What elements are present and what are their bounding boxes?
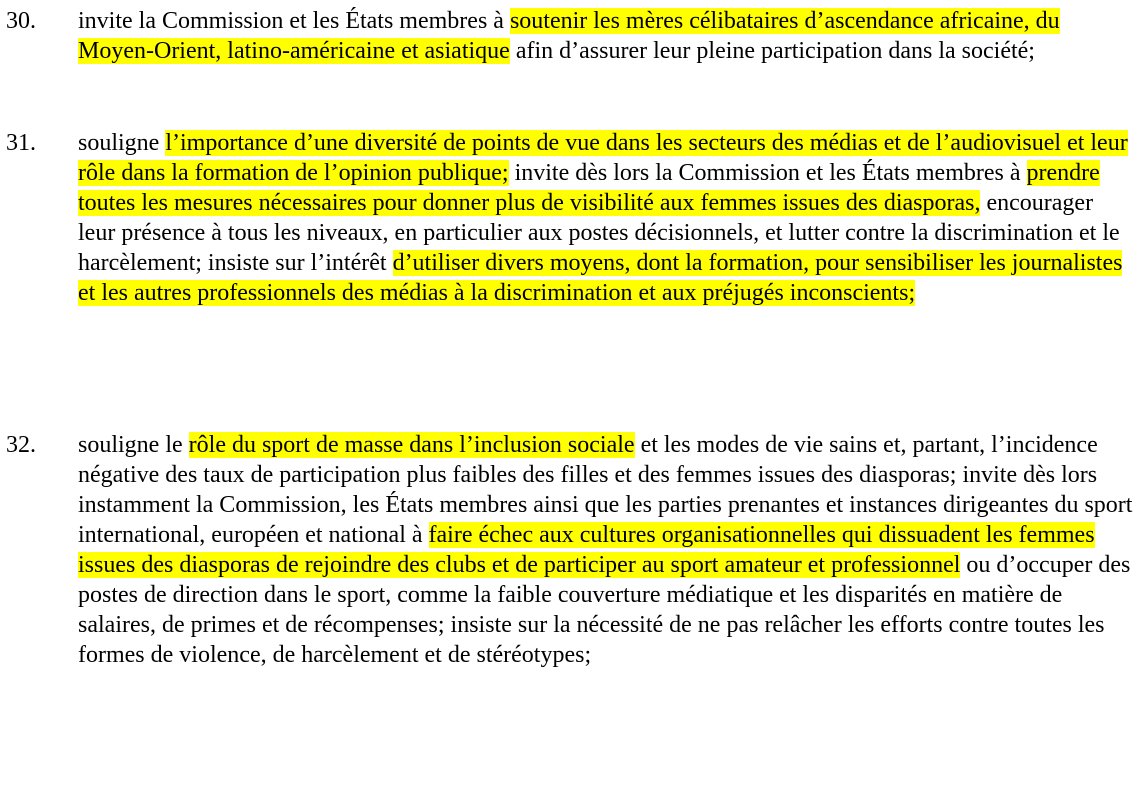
- highlighted-text: prendre toutes les mesures nécessaires pour donner plus de visibilité aux femmes issues des diasporas,: [78, 160, 1100, 216]
- highlighted-text: faire échec aux cultures organisationnelles qui dissuadent les femmes issues des diasporas de rejoindre des clubs et de participer au sport amateur et professionnel: [78, 522, 1095, 578]
- paragraph-number: 30.: [6, 8, 36, 34]
- paragraph-number: 32.: [6, 432, 36, 458]
- text-segment: afin d’assurer leur pleine participation dans la société;: [509, 38, 1035, 64]
- text-segment: souligne le: [78, 432, 189, 458]
- highlighted-text: soutenir les mères célibataires d’ascendance africaine, du Moyen-Orient, latino-américaine et asiatique: [78, 8, 1060, 64]
- text-segment: invite la Commission et les États membres à: [78, 8, 510, 34]
- paragraph-text: [78, 6, 1133, 66]
- text-segment: invite dès lors la Commission et les États membres à: [508, 160, 1027, 186]
- text-segment: et les modes de vie sains et, partant, l’incidence négative des taux de participation plus faibles des filles et des femmes issues des diasporas; invite dès lors instamment la Commission, les États membres ainsi que les parties prenantes et instances dirigeantes du sport international, européen et national à: [78, 432, 1133, 548]
- text-segment: ou d’occuper des postes de direction dans le sport, comme la faible couverture médiatique et les disparités en matière de salaires, de primes et de récompenses; insiste sur la nécessité de ne pas relâcher les efforts contre toutes les formes de violence, de harcèlement et de stéréotypes;: [78, 552, 1131, 668]
- paragraph-text: [78, 128, 1133, 308]
- text-segment: encourager leur présence à tous les niveaux, en particulier aux postes décisionnels, et lutter contre la discrimination et le harcèlement; insiste sur l’intérêt: [78, 190, 1120, 276]
- highlighted-text: l’importance d’une diversité de points de vue dans les secteurs des médias et de l’audiovisuel et leur rôle dans la formation de l’opinion publique;: [78, 130, 1128, 186]
- text-segment: souligne: [78, 130, 166, 156]
- highlighted-text: rôle du sport de masse dans l’inclusion sociale: [188, 432, 635, 458]
- paragraph-text: [78, 430, 1133, 670]
- highlighted-text: d’utiliser divers moyens, dont la formation, pour sensibiliser les journalistes et les autres professionnels des médias à la discrimination et aux préjugés inconscients;: [78, 250, 1123, 306]
- paragraph-number: 31.: [6, 130, 36, 156]
